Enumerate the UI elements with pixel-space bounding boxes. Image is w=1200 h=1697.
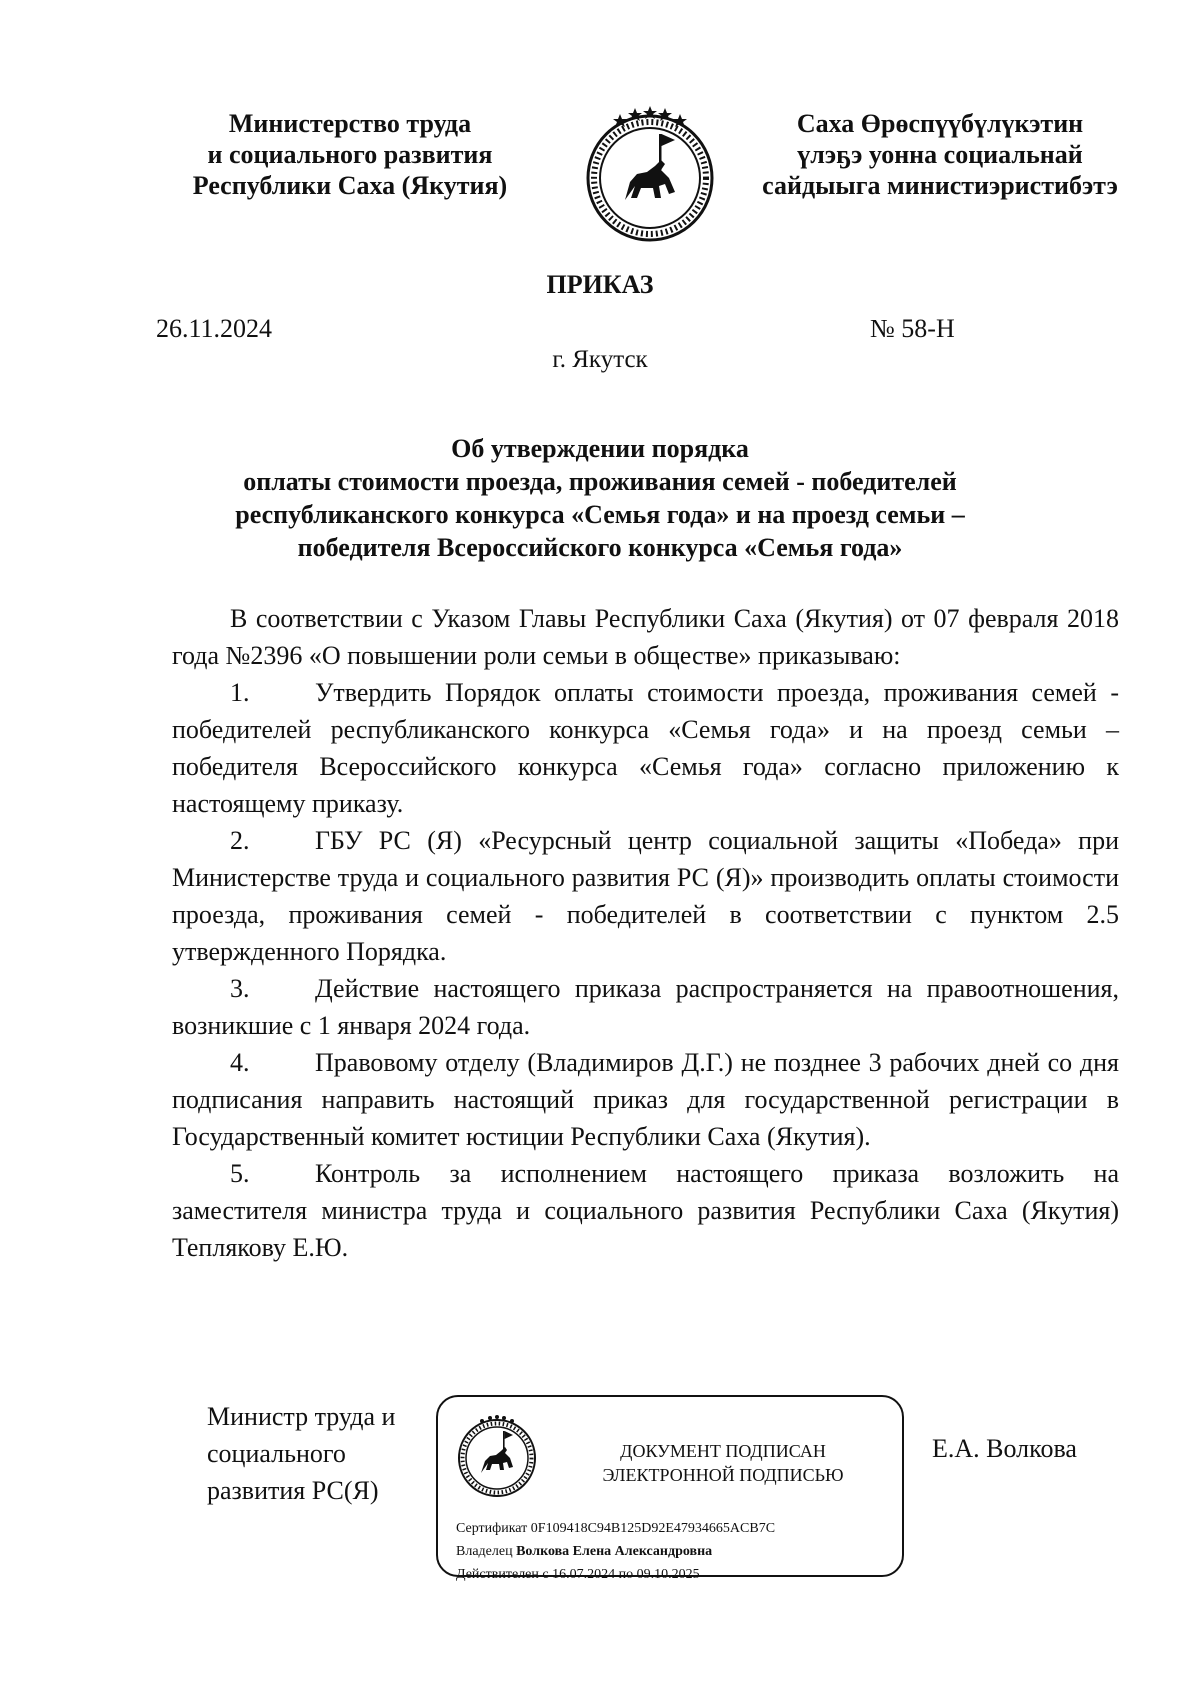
validity-row <box>456 1563 775 1586</box>
order-item <box>172 674 1119 822</box>
signer-position-line: Министр труда и <box>207 1402 396 1431</box>
ministry-name-ru <box>160 108 540 201</box>
ministry-name-ru-line: и социального развития <box>207 140 493 169</box>
order-item-text: Действие настоящего приказа распространяется на правоотношения, возникшие с 1 января 2024 года. <box>172 974 1119 1040</box>
order-item <box>172 970 1119 1044</box>
signer-name: Е.А. Волкова <box>932 1434 1077 1463</box>
certificate-value: 0F109418C94B125D92E47934665ACB7C <box>530 1521 776 1536</box>
document-city: г. Якутск <box>552 346 648 373</box>
stamp-emblem-icon <box>452 1411 542 1501</box>
ministry-name-sah-line: сайдыыга министиэристибэтэ <box>762 171 1118 200</box>
title-line: республиканского конкурса «Семья года» и на проезд семьи – <box>235 500 965 529</box>
order-item <box>172 1044 1119 1155</box>
signer-position-line: развития РС(Я) <box>207 1476 379 1505</box>
stamp-heading-line: ДОКУМЕНТ ПОДПИСАН <box>620 1441 826 1461</box>
document-date: 26.11.2024 <box>156 314 273 343</box>
owner-row <box>456 1540 775 1563</box>
order-item <box>172 822 1119 970</box>
order-item-number: 4. <box>230 1048 250 1077</box>
owner-value: Волкова Елена Александровна <box>516 1544 713 1559</box>
order-item-number: 2. <box>230 826 250 855</box>
ministry-name-sah <box>760 108 1120 201</box>
document-number: № 58-Н <box>870 314 955 343</box>
ministry-name-ru-line: Республики Саха (Якутия) <box>192 171 508 200</box>
validity-label: Действителен с <box>456 1567 549 1582</box>
order-item <box>172 1155 1119 1266</box>
order-item-number: 5. <box>230 1159 250 1188</box>
valid-from: 16.07.2024 <box>552 1567 616 1582</box>
valid-to-label: по <box>618 1567 634 1582</box>
certificate-label: Сертификат <box>456 1521 528 1536</box>
stamp-heading <box>548 1439 898 1487</box>
ministry-name-ru-line: Министерство труда <box>228 109 472 138</box>
document-type: ПРИКАЗ <box>546 270 654 299</box>
ministry-name-sah-line: үлэҕэ уонна социальнай <box>797 140 1083 169</box>
owner-label: Владелец <box>456 1544 513 1559</box>
coat-of-arms-emblem-icon <box>575 100 725 250</box>
order-item-number: 3. <box>230 974 250 1003</box>
title-line: оплаты стоимости проезда, проживания семей - победителей <box>243 467 957 496</box>
document-body <box>172 600 1119 1266</box>
document-title <box>150 432 1050 564</box>
ministry-name-sah-line: Саха Өрөспүүбүлүкэтин <box>796 109 1084 138</box>
signer-position-line: социального <box>207 1439 346 1468</box>
order-item-text: Утвердить Порядок оплаты стоимости проезда, проживания семей - победителей республиканского конкурса «Семья года» и на проезд семьи – победителя Всероссийского конкурса «Семья года» согласно приложению к настоящему приказу. <box>172 678 1119 818</box>
order-item-number: 1. <box>230 678 250 707</box>
electronic-signature-stamp <box>436 1395 904 1582</box>
title-line: победителя Всероссийского конкурса «Семья года» <box>297 533 903 562</box>
order-item-text: ГБУ РС (Я) «Ресурсный центр социальной защиты «Победа» при Министерстве труда и социального развития РС (Я)» производить оплаты стоимости проезда, проживания семей - победителей в соответствии с пунктом 2.5 утвержденного Порядка. <box>172 826 1119 966</box>
order-item-text: Правовому отделу (Владимиров Д.Г.) не позднее 3 рабочих дней со дня подписания направить настоящий приказ для государственной регистрации в Государственный комитет юстиции Республики Саха (Якутия). <box>172 1048 1119 1151</box>
stamp-heading-line: ЭЛЕКТРОННОЙ ПОДПИСЬЮ <box>602 1465 844 1485</box>
title-line: Об утверждении порядка <box>451 434 749 463</box>
valid-to: 09.10.2025 <box>636 1567 700 1582</box>
order-item-text: Контроль за исполнением настоящего приказа возложить на заместителя министра труда и социального развития Республики Саха (Якутия) Теплякову Е.Ю. <box>172 1159 1119 1262</box>
certificate-row <box>456 1517 775 1540</box>
intro-paragraph: В соответствии с Указом Главы Республики Саха (Якутия) от 07 февраля 2018 года №2396 «О повышении роли семьи в обществе» приказываю: <box>172 604 1119 670</box>
signer-position <box>207 1398 395 1509</box>
stamp-details <box>456 1517 775 1586</box>
